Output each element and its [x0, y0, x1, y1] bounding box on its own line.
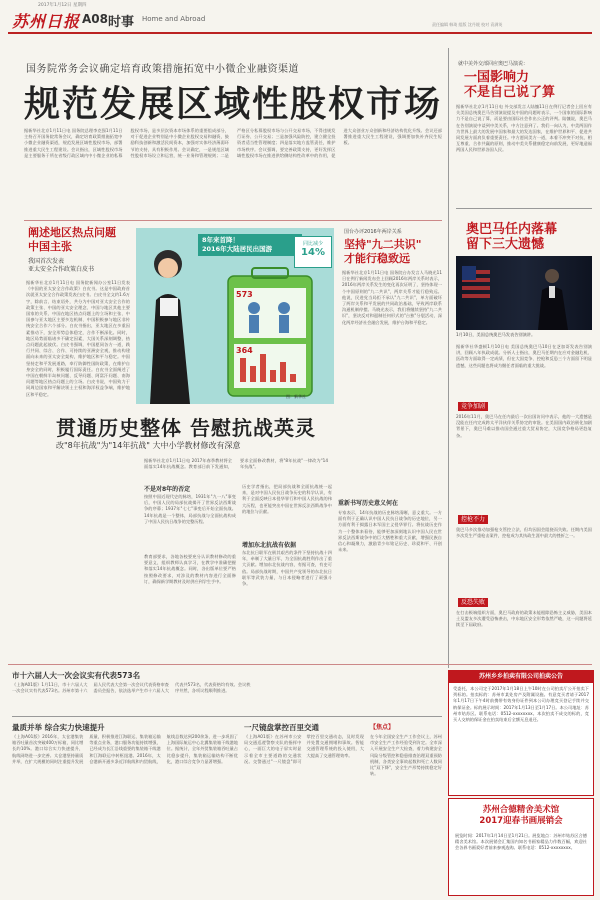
obama-photo	[456, 256, 592, 330]
tourism-infographic	[136, 228, 334, 404]
right-headline: 一国影响力 不是自己说了算	[464, 70, 556, 100]
section-name: 时事	[108, 15, 135, 30]
history-body-2: 按照中国近现代史的脉络，1931年"九一八"事变后，中国人民的局部抗战揭开了世界反法西斯战争的序幕；1937年"七七"事变后开始全面抗战。14年抗战是一个整体，局部抗战与全面抗战构成了中国人民抗日战争的完整历程。	[144, 494, 236, 524]
history-body-4: 东北抗日联军在极其艰苦的条件下坚持抗战十四年，牵制了大量日军，为全国抗战胜利作出了重大贡献。增加东北抗战内容，有据可查，有史可依。局部抗战时期，中国共产党领导的东北抗日联军等武装力量，与日本侵略者进行了顽强斗争。	[242, 550, 332, 587]
history-body-1: 据新华社北京1月11日电 2017年春季教材将全面落实14年抗战概念。教育部日前下发通知，要求全面修改教材，将"8年抗战"一律改为"14年抗战"。	[144, 458, 328, 470]
history-body-5: 教育部要求，各地各校要充分认识教材修改的重要意义，组织教师认真学习，在教学中准确把握和落实14年抗战概念。同时，各出版单位要严格按照修改要求，对涉及的教材内容进行全面修订，确保新学期教材及时供应到学生手中。	[144, 554, 236, 584]
obama-body-2: 2016年11月，奥巴马在任内最后一次出国访问中表示，他的一大遗憾是没能在任内完成跨太平洋伙伴关系协定的审批。在美国国内政治极化加剧背景下，奥巴马难以推动国会通过重大贸易协定，大国竞争格局更趋复杂。	[456, 414, 592, 438]
section-english: Home and Abroad	[142, 15, 206, 23]
obama-body-4: 在打击极端组织方面，奥巴马政府的政策未能根除恐怖主义威胁，美国本土及盟友多次遭受恐怖袭击，中东地区安全形势依然严峻，这一问题将延续至下届政府。	[456, 610, 592, 628]
taiwan-kicker: 国台办评2016年两岸关系	[344, 229, 402, 235]
history-body-6: 专家表示，14年抗战的历史脉络清晰，意义重大。一方面有利于正确认识中国人民抗日战争的历史地位，另一方面有利于揭露日本军国主义侵华罪行。将抗战历史作为一个整体来看待，能够更加深刻地认识中国人民在世界反法西斯战争中的巨大牺牲和重大贡献，增强民族自信心和凝聚力，激励青少年铭记历史、珍爱和平、开创未来。	[338, 510, 442, 553]
b4-kicker: 【焦点】	[370, 724, 395, 731]
whitepaper-headline: 阐述地区热点问题 中国主张	[28, 226, 116, 253]
auction-notice	[448, 670, 594, 796]
infographic-banner: 8年来首降！ 2016年大陆居民出国游	[198, 234, 302, 256]
section-bar-competition: 竞争加剧	[458, 402, 488, 411]
mid-rule	[24, 220, 442, 221]
masthead	[0, 0, 600, 40]
b1-body: 《上海A01版》1月11日，市十六届人大一次会议实有代表573名。苏州市第十六届人民代表大会第一次会议代表资格审查委员会报告，依法选举产生市十六届人大代表共573名，代表资格均有效。会议秩序井然，各项议程顺利推进。	[12, 682, 251, 694]
history-body-3: 历史学者指出，把局部抗战和全面抗战统一起来，是对中国人民抗日战争历史的科学认识，有利于全面反映日本侵华罪行和中国人民抗战的伟大历程，也更能突出中国在世界反法西斯战争中的地位与贡献。	[242, 484, 332, 514]
pct-label: 同比减少	[302, 241, 323, 247]
lead-subhead: 国务院常务会议确定培育政策措施拓宽中小微企业融资渠道	[26, 64, 299, 75]
paper-logo: 苏州日报	[12, 12, 81, 31]
history-subhead: 改"8年抗战"为"14年抗战" 大中小学教材修改有深意	[56, 441, 241, 450]
obama-body-1: 据新华社华盛顿1月10日电 美国总统奥巴马10日在芝加哥发表告别演讲，回顾八年执政成就。分析人士指出，奥巴马任期内在应对金融危机、医改等方面取得一定成绩，但在大国竞争、控枪和反恐三个方面留下明显遗憾，这些问题也将成为继任者面临的重大挑战。	[456, 344, 592, 368]
auction-notice-title: 苏州乡乡拍卖有限公司拍卖公告	[449, 671, 593, 683]
bottom-rule	[8, 664, 592, 665]
lead-headline: 规范发展区域性股权市场	[24, 83, 443, 125]
taiwan-headline: 坚持"九二共识" 才能行稳致远	[344, 238, 422, 265]
b3-headline: 一尺镜盘掌控百里交通	[244, 723, 319, 732]
calligraphy-exhibition-ad	[448, 798, 594, 896]
infographic-figure-1: 573	[236, 290, 253, 299]
page-code: A08	[82, 12, 108, 26]
right-body: 据新华社北京1月11日电 外交部发言人陆慷11日在例行记者会上回应有关美国总统奥巴马告别演说提及中国的问题时表示，一个国家的国际影响力不是自己说了算，而是要由国际社会作出公正的评判。陆慷说，奥巴马在告别演说中谈到中美关系，中方注意到了。我们一向认为，中美两国作为世界上最大的发展中国家和最大的发达国家，在维护世界和平、促进共同发展方面肩负着重要责任。中方愿同美方一道，本着不冲突不对抗、相互尊重、合作共赢的原则，推动中美关系健康稳定向前发展，更好地造福两国人民和世界各国人民。	[456, 104, 592, 153]
b3-body: 《上海A01版》在苏州市公安局交通巡逻警察支队的指挥中心，一面巨大的电子屏实时显示着全市主要道路的交通状况。交警通过"一尺镜盘"即可掌控百里交通动态，及时发现并处置交通拥堵和事故。智能交通管理系统的投入使用，大大提高了交通管理效率。	[244, 734, 364, 764]
date-line: 2017年1月12日 星期四	[38, 3, 87, 8]
history-subhead-1: 不是对8年的否定	[144, 486, 191, 493]
right-subhead: 就中美外交部回应奥巴马演说：	[458, 61, 529, 67]
pct-box	[294, 236, 332, 268]
pct-value: 14%	[301, 247, 325, 258]
photo-caption: 1月10日，美国总统奥巴马发表告别演讲。	[456, 332, 536, 337]
obama-headline: 奥巴马任内落幕 留下三大遗憾	[466, 222, 558, 252]
b2-body: 《上海A01版》2016年，太仓港集装箱吞吐量首次突破400万标箱，同比增长约10%。港口综合实力快速提升，航线网络进一步完善。太仓港坚持量质并举，在扩大规模的同时注重提升发展质量，积极推进江海联运、集装箱运输等重点业务，港口服务功能持续增强，已经成为长江沿线重要的集装箱干线港和江海联运中转枢纽港。2016年，太仓港新开通多条近洋航线和内贸航线，航线总数达到200余条，进一步巩固了上海国际航运中心北翼集装箱干线港地位。据统计，全年外贸集装箱吞吐量占比稳步提升，集装箱运输结构不断优化，港口综合竞争力显著增强。	[12, 734, 238, 764]
infographic-source: 图：新华社	[286, 394, 306, 399]
obama-body-3: 奥巴马多次推动加强枪支管控立法，但均因国会阻挠而失败。任期内美国多次发生严重枪击案件，控枪成为其执政生涯中最大的挫折之一。	[456, 527, 592, 539]
section-bar-counter-terror: 反恐失败	[458, 598, 488, 607]
masthead-rule	[8, 32, 592, 34]
exhibition-title: 苏州合德精舍美术馆 2017迎春书画展销会	[479, 805, 563, 826]
section-bar-gun-control: 控枪不力	[458, 515, 488, 524]
whitepaper-subhead: 我国首次发表 亚太安全合作政策白皮书	[28, 258, 95, 273]
b4-body: 在今年全国安全生产工作会议上，苏州市安全生产工作经验受到肯定。全市深入开展安全生产大检查，着力构建安全风险分级管控和隐患排查治理双重预防机制，各类安全事故起数和死亡人数同比"双下降"，安全生产形势持续稳定好转。	[370, 734, 442, 777]
infographic-figure-2: 364	[236, 346, 253, 355]
flag-and-podium-graphic	[456, 256, 592, 330]
history-subhead-2: 增加东北抗战有依据	[242, 542, 297, 549]
auction-notice-body: 受委托，本公司定于2017年1月18日上午10时在公司拍卖厅公开拍卖下列标的。拍卖标的：苏州市某处房产及附属设施。有意竞买者请于2017年1月17日下午4时前携带有效身份证件到本公司办理竞买登记手续并交纳保证金。标的展示时间：2017年1月13日至1月17日。本公司地址：苏州市姑苏区。联系电话：0512-xxxxxxxx。本次拍卖不成交的标的，竞买人交纳的保证金在拍卖结束后全额无息退还。	[453, 686, 589, 723]
taiwan-body: 据新华社北京1月11日电 国务院台办发言人马晓光11日在例行新闻发布会上回顾2016年两岸关系时表示，2016年两岸关系发生的变化再次证明了，坚持体现一个中国原则的"九二共识"，两岸关系才能行稳致远。他说，民进党当局拒不承认"九二共识"，单方面破坏了两岸关系和平发展的共同政治基础，导致两岸联系沟通机制停摆。马晓光表示，我们将继续坚持"九二共识"，坚决反对和遏制任何形式的"台独"分裂活动，深化两岸经济社会融合发展，维护台海和平稳定。	[342, 270, 442, 325]
lead-body: 据新华社北京1月11日电 国务院总理李克强1月11日主持召开国务院常务会议，确定培育政策措施拓宽中小微企业融资渠道，规范发展区域性股权市场，部署推进重大民生工程建设。会议指出，区域性股权市场是主要服务于所在省级行政区域内中小微企业的私募股权市场，是多层次资本市场体系的重要组成部分，对于促进企业特别是中小微企业股权交易和融资，鼓励科技创新和激活民间资本，加强对实体经济薄弱环节的支持，具有积极作用。会议确定，一是规范区域性股权市场设立和运营，统一业务和管理规则；二是严格区分私募股权市场与公开交易市场，不得违规发行证券、公开交易；三是加强风险防控，建立健全投资者适当性管理制度；四是落实地方监管责任，维护市场秩序。会议强调，要完善政策支持，更好发挥区域性股权市场在推进供给侧结构性改革中的作用，促进大众创业万众创新和经济结构优化升级。会议还部署推进重大民生工程建设，强调要加快补齐民生短板。	[24, 128, 442, 158]
bottom-divider	[12, 716, 442, 717]
exhibition-body: 展览时间：2017年1月14日至1月21日。展览地点：苏州市姑苏区合德精舍美术馆。本次展销会汇集国内知名书画家精品力作数百幅，欢迎社会各界书画爱好者前来参观选购。联系电话：0512-xxxxxxxx。	[455, 833, 587, 851]
right-column-divider	[448, 48, 449, 668]
whitepaper-body: 据新华社北京1月11日电 国务院新闻办公室11日发表《中国的亚太安全合作政策》白皮书。这是中国政府首次就亚太安全合作政策发表白皮书。白皮书全文约1.6万字，除前言、结束语外，共分为中国对亚太安全合作的政策主张、中国的亚太安全理念、中国与地区其他主要国家的关系、中国在地区热点问题上的立场和主张、中国参与亚太地区主要多边机制、中国积极参与地区非传统安全合作六个部分。白皮书指出，亚太地区在多重因素推动下，安全形势总体稳定，合作不断深化。同时，地区局势面临诸多不确定因素，大国关系深刻调整，热点问题此起彼伏。白皮书强调，中国愿同各方一道，践行共同、综合、合作、可持续的亚洲安全观，推动构建面向未来的亚太安全架构，维护地区和平与稳定。中国坚持走和平发展道路，奉行防御性国防政策，在维护自身安全的同时，积极履行国际责任。白皮书全面阐述了中国在朝鲜半岛核问题、反导问题、阿富汗问题、南海问题等地区热点问题上的立场。白皮书说，中国致力于同周边国家和平解决领土主权和海洋权益争端，维护地区和平稳定。	[26, 280, 130, 397]
right-divider-1	[456, 208, 592, 209]
b1-headline: 市十六届人大一次会议实有代表573名	[12, 671, 141, 680]
history-subhead-3: 重新书写历史意义何在	[338, 500, 399, 507]
b2-headline: 量质并举 综合实力快速提升	[12, 723, 105, 732]
editor-line: 责任编辑 韩琦 组版 沈丹媛 校对 袁满英	[432, 22, 503, 27]
history-headline: 贯通历史整体 告慰抗战英灵	[56, 416, 316, 440]
